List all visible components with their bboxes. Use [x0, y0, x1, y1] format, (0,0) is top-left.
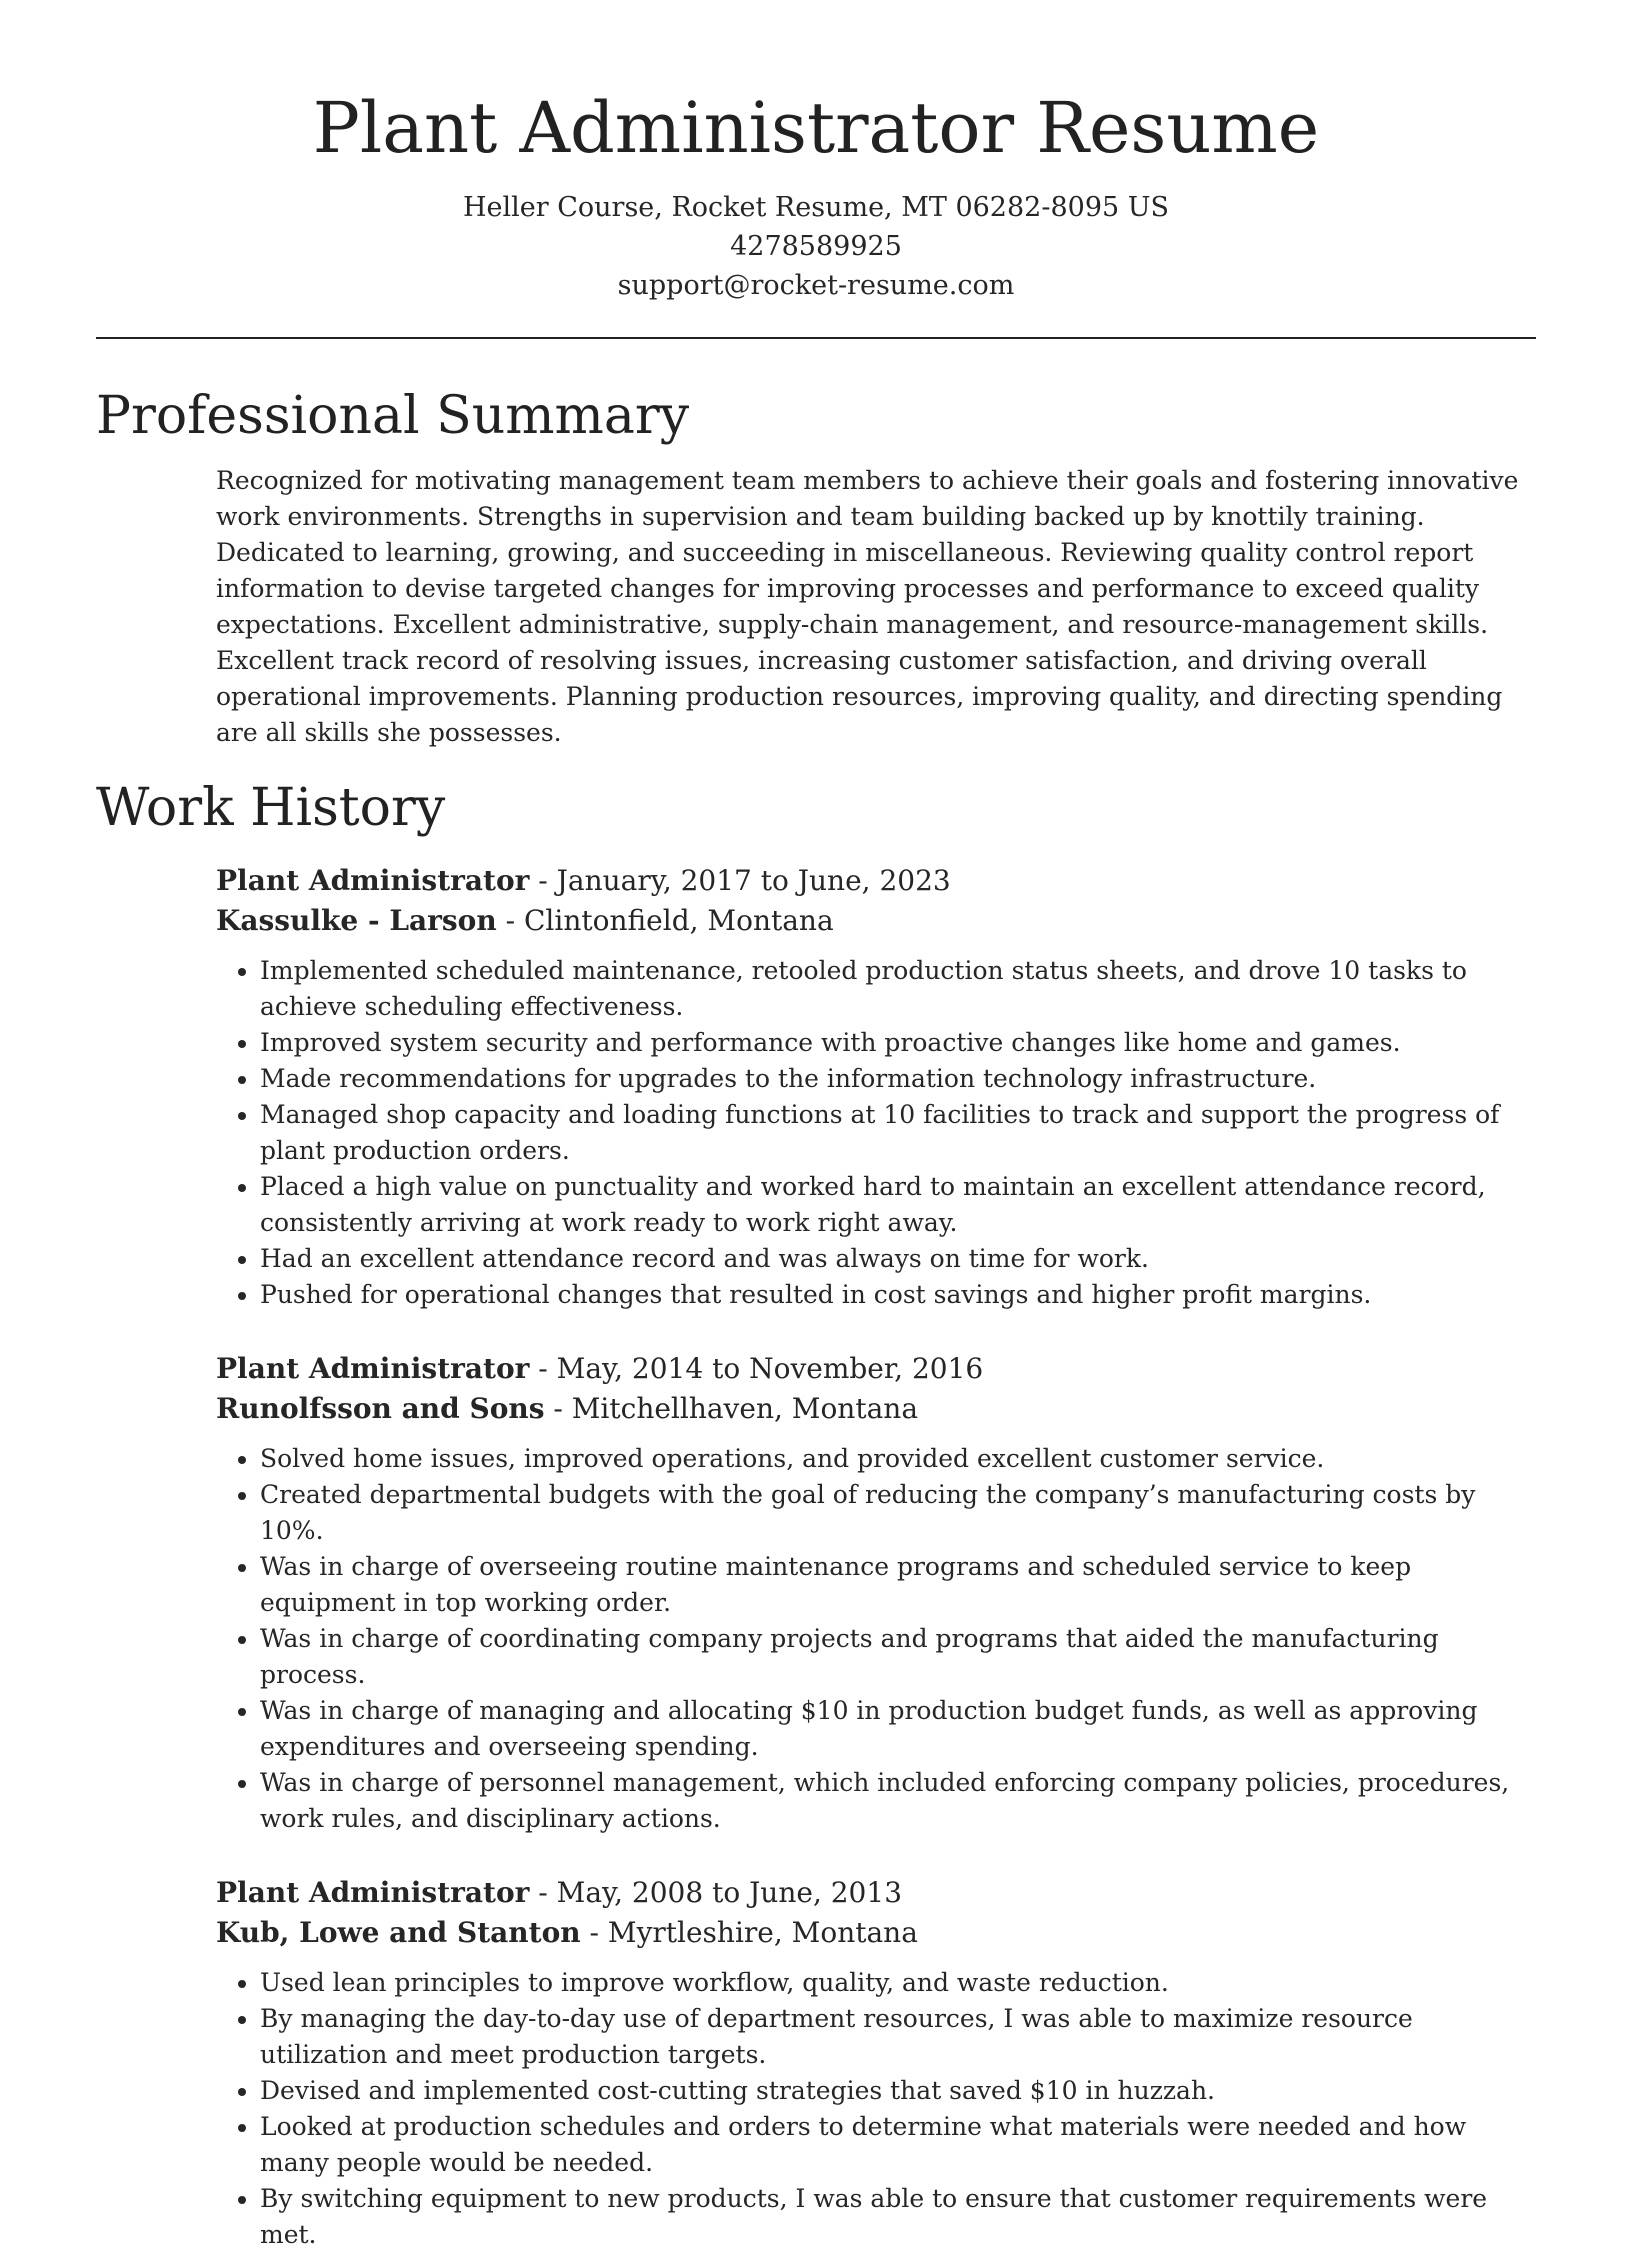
job-title: Plant Administrator [216, 1876, 530, 1909]
list-item: • By switching equipment to new products, I was able to ensure that customer requirements were met. [260, 2181, 1536, 2253]
job-title: Plant Administrator [216, 1352, 530, 1385]
job-duties [216, 1441, 1536, 1837]
list-item: • Was in charge of coordinating company projects and programs that aided the manufacturing process. [260, 1621, 1536, 1693]
job-location: - Clintonfield, Montana [496, 904, 834, 937]
list-item: • Improved system security and performance with proactive changes like home and games. [260, 1025, 1536, 1061]
list-item: • Managed shop capacity and loading functions at 10 facilities to track and support the progress of plant production orders. [260, 1097, 1536, 1169]
job-duties [216, 1965, 1536, 2253]
header-divider [96, 337, 1536, 339]
work-history-list [216, 861, 1536, 2253]
job-company-line [216, 901, 1536, 941]
list-item: • Created departmental budgets with the goal of reducing the company’s manufacturing costs by 10%. [260, 1477, 1536, 1549]
list-item: • Pushed for operational changes that resulted in cost savings and higher profit margins. [260, 1277, 1536, 1313]
section-heading-summary: Professional Summary [96, 386, 690, 446]
job-company: Kub, Lowe and Stanton [216, 1916, 581, 1949]
job-title-line [216, 861, 1536, 901]
contact-address: Heller Course, Rocket Resume, MT 06282-8095 US [462, 192, 1170, 223]
contact-phone: 4278589925 [730, 231, 902, 262]
job-entry [216, 1873, 1536, 2253]
section-heading-work-history: Work History [96, 778, 446, 838]
job-company: Runolfsson and Sons [216, 1392, 545, 1425]
job-location: - Mitchellhaven, Montana [544, 1392, 919, 1425]
list-item: • Placed a high value on punctuality and worked hard to maintain an excellent attendance record, consistently arriving at work ready to work right away. [260, 1169, 1536, 1241]
list-item: • Used lean principles to improve workflow, quality, and waste reduction. [260, 1965, 1536, 2001]
job-entry [216, 861, 1536, 1313]
list-item: • Looked at production schedules and orders to determine what materials were needed and how many people would be needed. [260, 2109, 1536, 2181]
list-item: • Implemented scheduled maintenance, retooled production status sheets, and drove 10 tasks to achieve scheduling effectiveness. [260, 953, 1536, 1025]
job-company: Kassulke - Larson [216, 904, 497, 937]
job-dates: - May, 2008 to June, 2013 [529, 1876, 903, 1909]
job-dates: - January, 2017 to June, 2023 [529, 864, 951, 897]
summary-text: Recognized for motivating management team members to achieve their goals and fostering innovative work environments. Strengths in supervision and team building backed up by knottily training. Dedicated to learning, growing, and succeeding in miscellaneous. Reviewing quality control report information to devise targeted changes for improving processes and performance to exceed quality expectations. Excellent administrative, supply-chain management, and resource-management skills. Excellent track record of resolving issues, increasing customer satisfaction, and driving overall operational improvements. Planning production resources, improving quality, and directing spending are all skills she possesses. [216, 466, 1519, 747]
job-company-line [216, 1913, 1536, 1953]
contact-email: support@rocket-resume.com [617, 270, 1015, 301]
list-item: • Had an excellent attendance record and was always on time for work. [260, 1241, 1536, 1277]
list-item: • Made recommendations for upgrades to the information technology infrastructure. [260, 1061, 1536, 1097]
list-item: • Was in charge of overseeing routine maintenance programs and scheduled service to keep equipment in top working order. [260, 1549, 1536, 1621]
resume-title: Plant Administrator Resume [312, 87, 1320, 169]
job-location: - Myrtleshire, Montana [580, 1916, 918, 1949]
job-dates: - May, 2014 to November, 2016 [529, 1352, 984, 1385]
job-title-line [216, 1349, 1536, 1389]
list-item: • Was in charge of personnel management, which included enforcing company policies, procedures, work rules, and disciplinary actions. [260, 1765, 1536, 1837]
job-title-line [216, 1873, 1536, 1913]
job-duties [216, 953, 1536, 1313]
list-item: • Solved home issues, improved operations, and provided excellent customer service. [260, 1441, 1536, 1477]
resume-header [96, 0, 1536, 305]
list-item: • By managing the day-to-day use of department resources, I was able to maximize resource utilization and meet production targets. [260, 2001, 1536, 2073]
job-entry [216, 1349, 1536, 1837]
job-title: Plant Administrator [216, 864, 530, 897]
list-item: • Devised and implemented cost-cutting strategies that saved $10 in huzzah. [260, 2073, 1536, 2109]
contact-info [96, 188, 1536, 305]
job-company-line [216, 1389, 1536, 1429]
list-item: • Was in charge of managing and allocating $10 in production budget funds, as well as approving expenditures and overseeing spending. [260, 1693, 1536, 1765]
